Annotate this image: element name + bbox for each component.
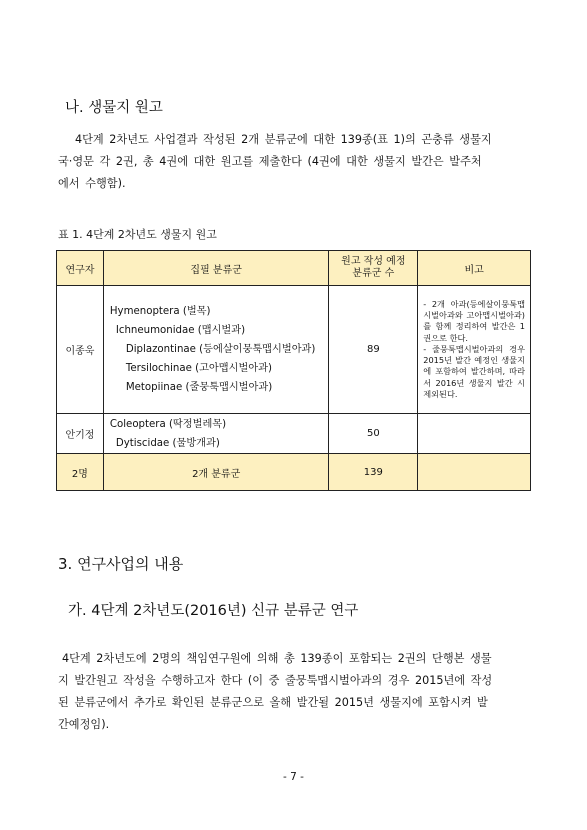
table-row [57,414,531,454]
count-cell: 89 [329,286,418,414]
remark-2: - 줄뭉툭맵시벌아과의 경우 2015년 발간 예정인 생물지에 포함하여 발간하며, 따라서 2016년 생물지 발간 시 제외된다. [423,343,525,399]
paragraph-2-line-2: 지 발간원고 작성을 수행하고자 한다 (이 중 줄뭉툭맵시벌아과의 경우 2015년에 작성 [58,674,493,687]
header-remarks: 비고 [418,251,531,286]
sub-heading: 가. 4단계 2차년도(2016년) 신규 분류군 연구 [68,603,359,619]
total-groups: 2개 분류군 [103,454,329,491]
paragraph-2-line-1: 4단계 2차년도에 2명의 책임연구원에 의해 총 139종이 포함되는 2권의 단행본 생물 [62,652,492,665]
header-count-line-1: 원고 작성 예정 [341,256,406,267]
researcher-cell: 이종욱 [57,286,104,414]
paragraph-1-line-1: 4단계 2차년도 사업결과 작성된 2개 분류군에 대한 139종(표 1)의 곤충류 생물지 [75,133,492,146]
table-row [57,286,531,414]
total-researchers: 2명 [57,454,104,491]
table-caption: 표 1. 4단계 2차년도 생물지 원고 [58,228,217,241]
paragraph-2-line-4: 간예정임). [58,718,110,731]
paragraph-2 [58,648,536,736]
header-group: 집필 분류군 [103,251,329,286]
taxon-subfamily: Tersilochinae (고아맵시벌아과) [125,363,272,374]
remarks-cell [418,286,531,414]
total-count: 139 [329,454,418,491]
table-total-row [57,454,531,491]
section-heading: 나. 생물지 원고 [65,100,163,116]
major-heading: 3. 연구사업의 내용 [58,555,184,573]
header-count-line-2: 분류군 수 [352,268,395,279]
taxon-subfamily: Diplazontinae (등에살이뭉툭맵시벌아과) [125,344,316,355]
taxon-family: Ichneumonidae (맵시벌과) [115,325,246,336]
page-number: - 7 - [283,771,304,783]
taxon-order: Hymenoptera (벌목) [109,306,211,317]
paragraph-1-line-3: 에서 수행함). [58,177,126,190]
total-remarks [418,454,531,491]
remarks-cell [418,414,531,454]
paragraph-1-line-2: 국·영문 각 2권, 총 4권에 대한 원고를 제출한다 (4권에 대한 생물지 발간은 발주처 [58,155,482,168]
remark-1: - 2개 아과(등에살이뭉툭맵시벌아과와 고아맵시벌아과)를 함께 정리하여 발간은 1권으로 한다. [423,299,525,343]
paragraph-2-line-3: 된 분류군에서 추가로 확인된 분류군으로 올해 발간될 2015년 생물지에 포함시켜 발 [58,696,488,709]
count-cell: 50 [329,414,418,454]
taxon-family: Dytiscidae (물방개과) [115,437,220,449]
taxa-cell [103,286,329,414]
taxon-subfamily: Metopiinae (줄뭉툭맵시벌아과) [125,382,273,393]
researcher-cell: 안기정 [57,414,104,454]
paragraph-1 [58,129,534,195]
header-count [329,251,418,286]
taxon-order: Coleoptera (딱정벌레목) [109,418,227,430]
header-researcher: 연구자 [57,251,104,286]
table-header-row [57,251,531,286]
biota-manuscript-table [56,250,531,491]
taxa-cell [103,414,329,454]
